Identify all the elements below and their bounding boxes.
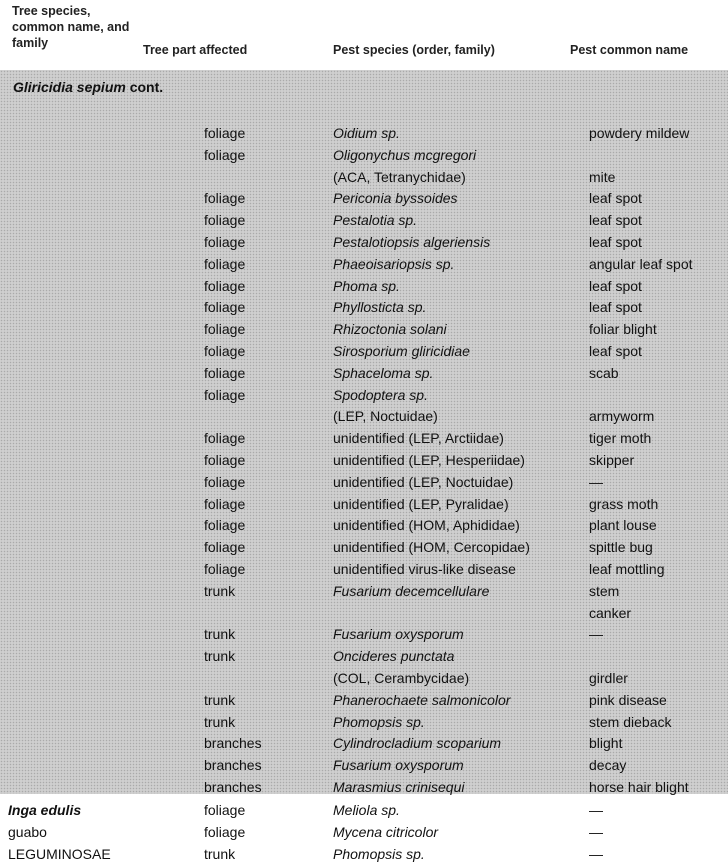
- tree-part-cell: foliage: [204, 561, 246, 577]
- pest-common-name-cell: girdler: [589, 670, 628, 686]
- gliricidia-table-row: [0, 210, 728, 230]
- tree-part-cell: foliage: [204, 824, 246, 840]
- gliricidia-table-row: [0, 341, 728, 361]
- gliricidia-table-row: [0, 712, 728, 732]
- tree-part-cell: foliage: [204, 255, 246, 272]
- pest-common-name-cell: decay: [589, 757, 627, 774]
- gliricidia-table-row: [0, 363, 728, 383]
- tree-part-cell: trunk: [204, 582, 236, 599]
- gliricidia-table-row: [0, 494, 728, 514]
- pest-common-name-cell: —: [589, 626, 603, 643]
- gliricidia-table-row: [0, 254, 728, 274]
- pest-species-cell: Phyllosticta sp.: [333, 299, 427, 316]
- tree-part-cell: foliage: [204, 190, 246, 207]
- tree-part-cell: foliage: [204, 234, 246, 250]
- gliricidia-table-row: [0, 515, 728, 535]
- pest-common-name-cell: canker: [589, 604, 632, 621]
- gliricidia-table-row: [0, 559, 728, 579]
- pest-species-cell: Meliola sp.: [333, 802, 400, 818]
- tree-part-cell: foliage: [204, 146, 246, 163]
- pest-common-name-cell: —: [589, 473, 603, 490]
- pest-common-name-cell: leaf spot: [589, 212, 642, 229]
- header-tree-part: Tree part affected: [143, 43, 248, 57]
- gliricidia-table-row: [0, 581, 728, 601]
- pest-species-cell: Spodoptera sp.: [333, 386, 428, 403]
- pest-species-cell: Phoma sp.: [333, 277, 400, 294]
- tree-part-cell: foliage: [204, 539, 246, 556]
- tree-part-cell: foliage: [204, 125, 246, 141]
- inga-table-row: [0, 844, 728, 864]
- tree-part-cell: foliage: [204, 495, 246, 512]
- pest-species-cell: Periconia byssoides: [333, 190, 458, 207]
- pest-species-cell: Cylindrocladium scoparium: [333, 735, 502, 752]
- tree-part-cell: foliage: [204, 517, 246, 534]
- pest-species-cell: Phaeoisariopsis sp.: [333, 255, 455, 272]
- inga-species-name: Inga edulis: [8, 802, 82, 818]
- pest-species-cell: Oncideres punctata: [333, 648, 455, 665]
- pest-common-name-cell: —: [589, 824, 603, 840]
- tree-part-cell: foliage: [204, 299, 246, 316]
- header-tree-species: Tree species, common name, and family: [12, 4, 130, 50]
- pest-common-name-cell: armyworm: [589, 408, 655, 425]
- gliricidia-table-row: [0, 276, 728, 296]
- tree-part-cell: trunk: [204, 626, 236, 643]
- pest-species-cell: (ACA, Tetranychidae): [333, 168, 466, 185]
- inga-table-row: [0, 822, 728, 842]
- pest-common-name-cell: leaf spot: [589, 234, 642, 250]
- pest-species-cell: Oidium sp.: [333, 125, 400, 141]
- pest-species-cell: unidentified (LEP, Pyralidae): [333, 495, 509, 512]
- tree-part-cell: trunk: [204, 648, 236, 665]
- gliricidia-table-row: [0, 232, 728, 252]
- pest-common-name-cell: stem: [589, 582, 620, 599]
- gliricidia-cont-label: cont.: [129, 79, 164, 95]
- gliricidia-table-row: [0, 603, 728, 623]
- pest-species-cell: Phomopsis sp.: [333, 846, 425, 862]
- pest-common-name-cell: leaf spot: [589, 277, 642, 294]
- tree-part-cell: foliage: [204, 321, 246, 338]
- header-pest-species: Pest species (order, family): [333, 43, 495, 57]
- tree-part-cell: branches: [204, 735, 262, 752]
- pest-common-name-cell: spittle bug: [589, 539, 653, 556]
- pest-common-name-cell: —: [589, 846, 603, 862]
- gliricidia-table-row: [0, 777, 728, 797]
- gliricidia-table-row: [0, 755, 728, 775]
- pest-common-name-cell: leaf spot: [589, 299, 642, 316]
- pest-species-cell: Pestalotiopsis algeriensis: [333, 234, 491, 250]
- gliricidia-table-row: [0, 668, 728, 688]
- pest-species-cell: unidentified (LEP, Hesperiidae): [333, 452, 525, 468]
- pest-species-cell: Fusarium oxysporum: [333, 626, 464, 643]
- gliricidia-table-row: [0, 690, 728, 710]
- header-pest-common-name: Pest common name: [570, 43, 689, 57]
- gliricidia-table-row: [0, 123, 728, 143]
- pest-species-cell: Sphaceloma sp.: [333, 364, 434, 381]
- pest-common-name-cell: leaf spot: [589, 343, 642, 359]
- pest-common-name-cell: blight: [589, 735, 623, 752]
- tree-part-cell: foliage: [204, 473, 246, 490]
- gliricidia-table-row: [0, 733, 728, 753]
- inga-common-name: guabo: [8, 824, 47, 840]
- pest-species-cell: (COL, Cerambycidae): [333, 670, 470, 686]
- pest-species-cell: (LEP, Noctuidae): [333, 408, 438, 425]
- pest-species-cell: Fusarium oxysporum: [333, 757, 464, 774]
- pest-species-cell: Pestalotia sp.: [333, 212, 418, 229]
- tree-part-cell: foliage: [204, 430, 246, 447]
- gliricidia-species-heading: [13, 78, 163, 96]
- gliricidia-table-row: [0, 297, 728, 317]
- gliricidia-table-row: [0, 428, 728, 448]
- pest-common-name-cell: leaf mottling: [589, 561, 665, 577]
- gliricidia-table-row: [0, 145, 728, 165]
- pest-species-cell: Oligonychus mcgregori: [333, 146, 477, 163]
- tree-part-cell: branches: [204, 757, 262, 774]
- pest-common-name-cell: —: [589, 802, 603, 818]
- table-header: [0, 0, 728, 68]
- pest-common-name-cell: pink disease: [589, 691, 667, 708]
- gliricidia-table-row: [0, 385, 728, 405]
- pest-common-name-cell: horse hair blight: [589, 779, 689, 795]
- gliricidia-table-row: [0, 624, 728, 644]
- tree-part-cell: foliage: [204, 364, 246, 381]
- pest-common-name-cell: tiger moth: [589, 430, 652, 447]
- pest-species-cell: Phomopsis sp.: [333, 713, 425, 730]
- pest-species-cell: unidentified (LEP, Arctiidae): [333, 430, 504, 447]
- gliricidia-table-row: [0, 406, 728, 426]
- gliricidia-table-row: [0, 450, 728, 470]
- gliricidia-table-row: [0, 646, 728, 666]
- pest-species-cell: Marasmius crinisequi: [333, 779, 465, 795]
- pest-common-name-cell: leaf spot: [589, 190, 642, 207]
- pest-common-name-cell: stem dieback: [589, 713, 672, 730]
- tree-part-cell: foliage: [204, 343, 246, 359]
- gliricidia-genus-name: Gliricidia sepium: [13, 79, 126, 95]
- tree-part-cell: foliage: [204, 802, 246, 818]
- pest-species-cell: unidentified (LEP, Noctuidae): [333, 473, 514, 490]
- inga-table-row: [0, 800, 728, 820]
- tree-part-cell: foliage: [204, 452, 246, 468]
- pest-common-name-cell: grass moth: [589, 495, 659, 512]
- pest-species-cell: Mycena citricolor: [333, 824, 439, 840]
- pest-common-name-cell: skipper: [589, 452, 635, 468]
- pest-common-name-cell: scab: [589, 364, 619, 381]
- inga-family: LEGUMINOSAE: [8, 846, 111, 862]
- tree-part-cell: branches: [204, 779, 262, 795]
- pest-species-cell: Fusarium decemcellulare: [333, 582, 490, 599]
- pest-common-name-cell: mite: [589, 168, 616, 185]
- tree-part-cell: trunk: [204, 691, 236, 708]
- pest-common-name-cell: angular leaf spot: [589, 255, 693, 272]
- pest-species-cell: unidentified virus-like disease: [333, 561, 516, 577]
- tree-part-cell: trunk: [204, 846, 236, 862]
- pest-common-name-cell: plant louse: [589, 517, 657, 534]
- tree-part-cell: foliage: [204, 277, 246, 294]
- gliricidia-table-row: [0, 319, 728, 339]
- pest-species-cell: unidentified (HOM, Cercopidae): [333, 539, 530, 556]
- gliricidia-table-row: [0, 188, 728, 208]
- pest-species-cell: Phanerochaete salmonicolor: [333, 691, 511, 708]
- pest-species-cell: unidentified (HOM, Aphididae): [333, 517, 520, 534]
- tree-part-cell: trunk: [204, 713, 236, 730]
- gliricidia-table-row: [0, 537, 728, 557]
- pest-species-cell: Sirosporium gliricidiae: [333, 343, 470, 359]
- gliricidia-table-row: [0, 472, 728, 492]
- tree-part-cell: foliage: [204, 212, 246, 229]
- pest-common-name-cell: foliar blight: [589, 321, 657, 338]
- gliricidia-table-row: [0, 167, 728, 187]
- tree-part-cell: foliage: [204, 386, 246, 403]
- pest-species-cell: Rhizoctonia solani: [333, 321, 447, 338]
- pest-common-name-cell: powdery mildew: [589, 125, 690, 141]
